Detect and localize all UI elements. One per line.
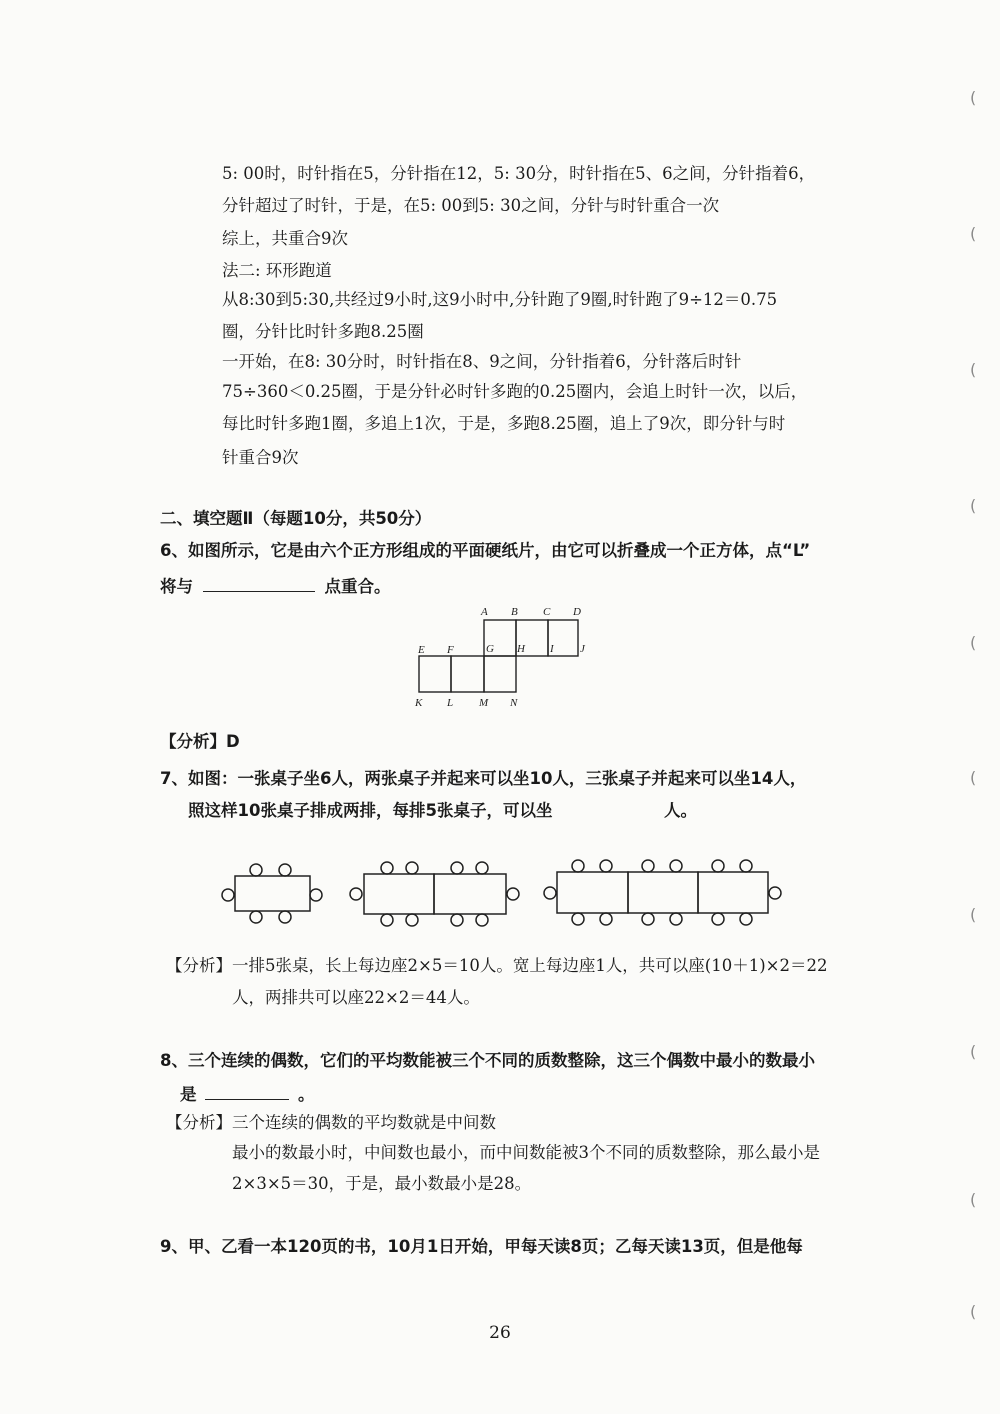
q8-prefix: 是 [180,1085,197,1104]
binding-mark: ( [970,224,977,243]
q8-analysis-line-1: 【分析】三个连续的偶数的平均数就是中间数 [166,1113,496,1132]
seat [250,864,262,876]
seat [712,860,724,872]
seat [670,860,682,872]
page-number: 26 [489,1323,511,1343]
binding-mark: ( [970,905,977,924]
seat [381,914,393,926]
seat [544,887,556,899]
tables-figure [215,855,790,930]
binding-mark: ( [970,360,977,379]
solution-line-10: 针重合9次 [222,448,299,467]
seat [712,913,724,925]
table-1 [235,876,310,911]
net-square-4 [419,656,451,692]
seat [350,888,362,900]
net-label-b: B [511,606,518,618]
seat [476,914,488,926]
seat [279,864,291,876]
binding-mark: ( [970,1042,977,1061]
seat [670,913,682,925]
q8-suffix: 。 [298,1085,315,1104]
seat [600,860,612,872]
net-label-c: C [543,606,551,618]
seat [740,913,752,925]
q7-analysis-line-2: 人，两排共可以座22×2＝44人。 [232,988,480,1007]
net-label-e: E [418,644,425,656]
net-label-h: H [517,643,525,655]
seat [507,888,519,900]
seat [451,862,463,874]
seat [222,889,234,901]
q7-text-line-2 [188,800,697,822]
net-square-5 [451,656,484,692]
net-label-j: J [580,643,585,655]
net-label-d: D [573,606,581,618]
seat [381,862,393,874]
solution-line-7: 一开始，在8: 30分时，时针指在8、9之间，分针指着6，分针落后时针 [222,352,742,371]
seat [310,889,322,901]
seat [406,914,418,926]
binding-mark: ( [970,496,977,515]
solution-line-5: 从8:30到5:30,共经过9小时,这9小时中,分针跑了9圈,时针跑了9÷12＝0.75 [222,290,778,309]
cube-net-figure [405,600,605,712]
table-3a [557,872,628,913]
net-square-6 [484,656,516,692]
seat [250,911,262,923]
seat [600,913,612,925]
q6-text-line-1: 6、如图所示，它是由六个正方形组成的平面硬纸片，由它可以折叠成一个正方体，点“L” [160,541,811,560]
net-label-g: G [486,643,494,655]
solution-line-9: 每比时针多跑1圈，多追上1次，于是，多跑8.25圈，追上了9次，即分针与时 [222,414,786,433]
table-3c [698,872,768,913]
net-label-l: L [447,697,454,709]
seat [572,860,584,872]
q8-text-line-1: 8、三个连续的偶数，它们的平均数能被三个不同的质数整除，这三个偶数中最小的数最小 [160,1051,815,1070]
q6-prefix: 将与 [160,577,193,596]
seat [406,862,418,874]
q8-text-line-2 [180,1081,315,1106]
seat [769,887,781,899]
q8-analysis-line-2: 最小的数最小时，中间数也最小，而中间数能被3个不同的质数整除，那么最小是 [232,1143,820,1162]
q9-text-line-1: 9、甲、乙看一本120页的书，10月1日开始，甲每天读8页；乙每天读13页，但是他每 [160,1237,803,1256]
seat [451,914,463,926]
solution-line-1: 5: 00时，时针指在5，分针指在12，5: 30分，时针指在5、6之间，分针指着6， [222,164,816,183]
net-label-m: M [479,697,489,709]
table-3b [628,872,698,913]
section-heading: 二、填空题Ⅱ（每题10分，共50分） [160,509,432,528]
seat [572,913,584,925]
binding-mark: ( [970,768,977,787]
binding-mark: ( [970,1190,977,1209]
q6-answer-blank [203,573,315,592]
solution-line-3: 综上，共重合9次 [222,229,348,248]
net-label-a: A [481,606,488,618]
net-label-n: N [510,697,518,709]
q7-prefix: 照这样10张桌子排成两排，每排5张桌子，可以坐 [188,801,553,820]
net-label-i: I [550,643,554,655]
seat [642,913,654,925]
net-label-f: F [447,644,454,656]
q7-suffix: 人。 [663,801,697,820]
q7-text-line-1: 7、如图：一张桌子坐6人，两张桌子并起来可以坐10人，三张桌子并起来可以坐14人， [160,769,807,788]
q6-suffix: 点重合。 [324,577,391,596]
solution-line-6: 圈，分针比时针多跑8.25圈 [222,322,424,341]
seat [476,862,488,874]
net-label-k: K [415,697,423,709]
binding-mark: ( [970,1302,977,1321]
table-2a [364,874,434,914]
solution-line-4: 法二: 环形跑道 [222,261,332,280]
seat [279,911,291,923]
binding-mark: ( [970,633,977,652]
table-2b [434,874,506,914]
seat [740,860,752,872]
binding-mark: ( [970,88,977,107]
solution-line-2: 分针超过了时针，于是，在5: 00到5: 30之间，分针与时针重合一次 [222,196,720,215]
q6-analysis: 【分析】D [160,732,240,751]
q8-answer-blank [205,1081,289,1100]
seat [642,860,654,872]
q6-text-line-2 [160,573,391,598]
q8-analysis-line-3: 2×3×5＝30，于是，最小数最小是28。 [232,1174,532,1193]
solution-line-8: 75÷360＜0.25圈，于是分针必时针多跑的0.25圈内，会追上时针一次，以后， [222,382,808,401]
q7-analysis-line-1: 【分析】一排5张桌，长上每边座2×5＝10人。宽上每边座1人，共可以座(10＋1)×2＝22 [166,956,828,975]
